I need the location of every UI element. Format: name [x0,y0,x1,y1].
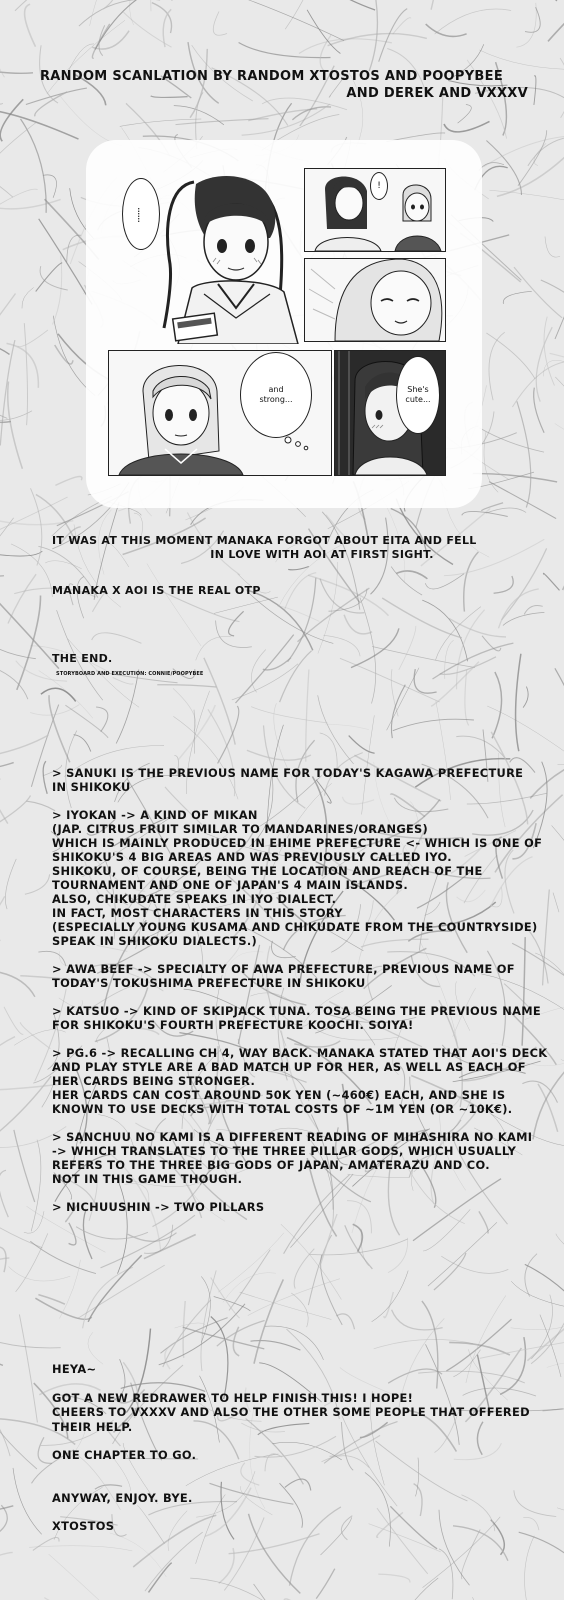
note-line: WHICH IS MAINLY PRODUCED IN EHIME PREFECTURE <- WHICH IS ONE OF [52,836,543,850]
translation-note [52,1200,552,1214]
note-line: TOURNAMENT AND ONE OF JAPAN'S 4 MAIN ISLANDS. [52,878,409,892]
afterword-line-2: CHEERS TO VXXXV AND ALSO THE OTHER SOME PEOPLE THAT OFFERED [52,1405,530,1419]
scanlation-header [40,68,528,102]
story-caption [52,534,532,562]
note-line: AND PLAY STYLE ARE A BAD MATCH UP FOR HER, AS WELL AS EACH OF [52,1060,526,1074]
smiling-girl-drawing [305,259,445,341]
note-line: TODAY'S TOKUSHIMA PREFECTURE IN SHIKOKU [52,976,366,990]
note-line: > NICHUUSHIN -> TWO PILLARS [52,1200,265,1214]
otp-line: MANAKA X AOI IS THE REAL OTP [52,584,261,597]
translator-afterword [52,1362,552,1534]
note-line: > IYOKAN -> A KIND OF MIKAN [52,808,258,822]
note-line: > AWA BEEF -> SPECIALTY OF AWA PREFECTURE, PREVIOUS NAME OF [52,962,515,976]
note-line: NOT IN THIS GAME THOUGH. [52,1172,243,1186]
note-line: (JAP. CITRUS FRUIT SIMILAR TO MANDARINES/ORANGES) [52,822,429,836]
thought-dots [282,434,322,454]
afterword-signature: XTOSTOS [52,1519,115,1533]
note-line: HER CARDS CAN COST AROUND 50K YEN (~460€) EACH, AND SHE IS [52,1088,506,1102]
bubble-ellipsis-text: ...... [135,206,148,222]
note-line: KNOWN TO USE DECKS WITH TOTAL COSTS OF ~1M YEN (OR ~10K€). [52,1102,513,1116]
note-line: HER CARDS BEING STRONGER. [52,1074,256,1088]
speech-bubble-ellipsis [122,178,160,250]
storyboard-credit: STORYBOARD AND EXECUTION: CONNIE/POOPYBEE [56,671,204,677]
note-line: > PG.6 -> RECALLING CH 4, WAY BACK. MANAKA STATED THAT AOI'S DECK [52,1046,548,1060]
the-end-label [52,652,112,666]
speech-bubble-exclamation [370,172,388,200]
note-line: REFERS TO THE THREE BIG GODS OF JAPAN, AMATERAZU AND CO. [52,1158,490,1172]
speech-bubble-and-strong [240,352,312,438]
afterword-greeting: HEYA~ [52,1362,97,1376]
note-line: > KATSUO -> KIND OF SKIPJACK TUNA. TOSA BEING THE PREVIOUS NAME [52,1004,541,1018]
translation-note [52,1046,552,1116]
afterword-line-1: GOT A NEW REDRAWER TO HELP FINISH THIS! I HOPE! [52,1390,414,1405]
the-end-text: THE END. [52,652,113,665]
note-line: > SANUKI IS THE PREVIOUS NAME FOR TODAY'S KAGAWA PREFECTURE [52,766,524,780]
note-line: (ESPECIALLY YOUNG KUSAMA AND CHIKUDATE FROM THE COUNTRYSIDE) [52,920,538,934]
afterword-line-5: ANYWAY, ENJOY. BYE. [52,1490,193,1505]
note-line: IN FACT, MOST CHARACTERS IN THIS STORY [52,906,343,920]
story-line-2: IN LOVE WITH AOI AT FIRST SIGHT. [210,548,434,561]
translation-notes [52,766,552,1228]
note-line: SHIKOKU'S 4 BIG AREAS AND WAS PREVIOUSLY CALLED IYO. [52,850,452,864]
translation-note [52,962,552,990]
translation-note [52,766,552,794]
bubble-exclamation-text: ! [377,181,381,191]
header-line-1: RANDOM SCANLATION BY RANDOM XTOSTOS AND POOPYBEE [40,69,504,84]
note-line: ALSO, CHIKUDATE SPEAKS IN IYO DIALECT. [52,892,337,906]
note-line: SPEAK IN SHIKOKU DIALECTS.) [52,934,258,948]
note-line: -> WHICH TRANSLATES TO THE THREE PILLAR GODS, WHICH USUALLY [52,1144,517,1158]
note-line: SHIKOKU, OF COURSE, BEING THE LOCATION AND REACH OF THE [52,864,483,878]
note-line: FOR SHIKOKU'S FOURTH PREFECTURE KOOCHI. SOIYA! [52,1018,414,1032]
story-line-1: IT WAS AT THIS MOMENT MANAKA FORGOT ABOUT EITA AND FELL [52,534,477,547]
afterword-line-3: THEIR HELP. [52,1419,133,1434]
afterword-line-4: ONE CHAPTER TO GO. [52,1448,197,1462]
bubble-and-strong-text: and strong... [259,385,293,404]
translation-note [52,1130,552,1186]
translation-note [52,1004,552,1032]
header-line-2: AND DEREK AND VXXXV [346,86,528,101]
bubble-shes-cute-text: She's cute... [405,385,431,404]
manga-illustration [108,168,456,484]
manga-panel-smiling-girl [304,258,446,342]
note-line: IN SHIKOKU [52,780,131,794]
speech-bubble-shes-cute [396,356,440,434]
translation-note [52,808,552,948]
otp-statement [52,584,261,598]
note-line: > SANCHUU NO KAMI IS A DIFFERENT READING OF MIHASHIRA NO KAMI [52,1130,533,1144]
